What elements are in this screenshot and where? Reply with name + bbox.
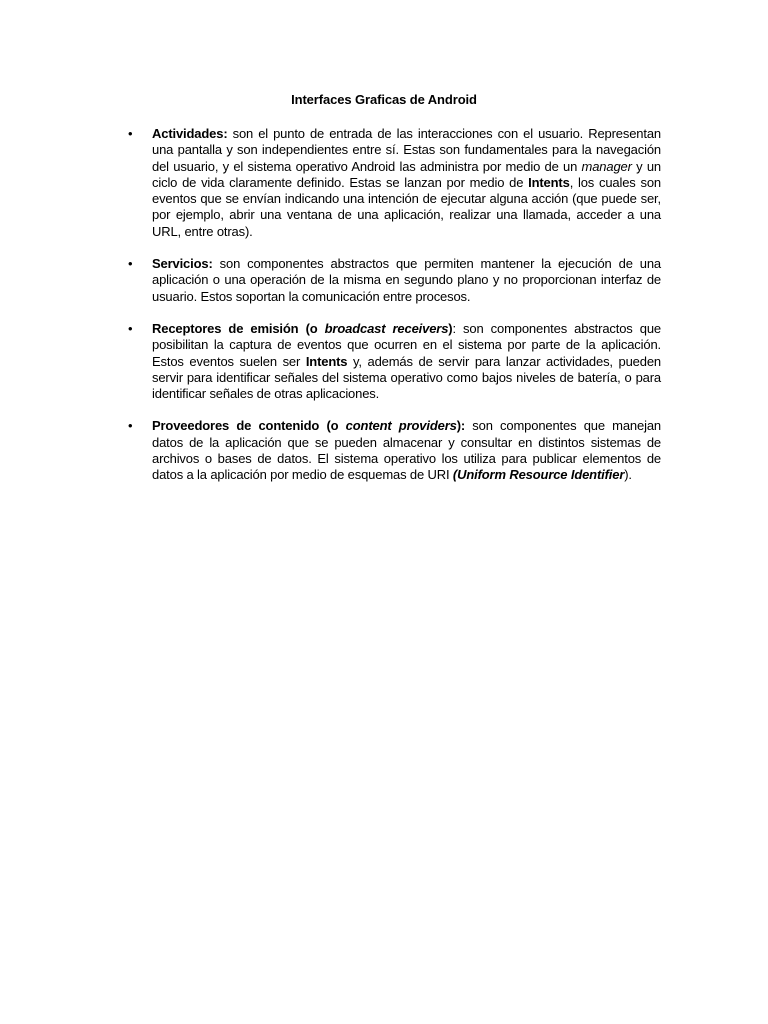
term-emphasis-broadcast: broadcast receivers [324, 320, 449, 336]
text-segment: son componentes abstractos que permiten mantener la ejecución de una aplicación o una operación de la misma en segundo plano y no proporcionan interfaz de usuario. Estos soportan la comunicación entre procesos. [152, 256, 661, 304]
list-item-receptores [128, 320, 662, 402]
term-servicios: Servicios: [152, 256, 213, 272]
document-title: Interfaces Graficas de Android [291, 92, 477, 107]
strong-intents: Intents [528, 174, 570, 190]
term-end: ): [456, 418, 466, 434]
text-segment: ). [624, 467, 632, 483]
text-segment: son componentes que manejan datos de la aplicación que se pueden almacenar y consultar en distintos sistemas de archivos o bases de datos. El sistema operativo los utiliza para publicar elementos de datos a la aplicación por medio de esquemas de URI [152, 418, 661, 483]
text-segment: : son componentes abstractos que posibilitan la captura de eventos que ocurren en el sistema por parte de la aplicación. Estos eventos suelen ser [152, 320, 661, 369]
term-end: ) [448, 320, 453, 336]
list-item-actividades [128, 126, 662, 240]
emphasis-manager: manager [581, 158, 632, 174]
bullet-icon: • [128, 418, 133, 434]
bullet-icon: • [128, 126, 133, 141]
bullet-icon: • [128, 256, 133, 272]
term-proveedores: Proveedores de contenido (o [152, 418, 346, 434]
text-segment: son el punto de entrada de las interacciones con el usuario. Representan una pantalla y son independientes entre sí. Estas son fundamentales para la navegación del usuario, y el sistema operativo Android las administra por medio de un [152, 126, 661, 174]
strong-intents: Intents [305, 353, 348, 369]
text-segment: y un ciclo de vida claramente definido. Estas se lanzan por medio de [152, 158, 662, 190]
term-actividades: Actividades: [152, 126, 228, 141]
term-receptores: Receptores de emisión (o [152, 320, 325, 336]
component-list [128, 126, 662, 500]
text-segment: , los cuales son eventos que se envían indicando una intención de ejecutar alguna acción (que puede ser, por ejemplo, abrir una ventana de una aplicación, realizar una llamada, acceder a una URL, entre otras). [152, 174, 661, 239]
text-segment: y, además de servir para lanzar actividades, pueden servir para identificar señales del sistema operativo como bajos niveles de batería, o para identificar señales de otras aplicaciones. [152, 353, 662, 402]
list-item-servicios [128, 256, 661, 305]
strong-emphasis-uri: (Uniform Resource Identifier [452, 467, 625, 483]
term-emphasis-content-providers: content providers [345, 418, 457, 434]
list-item-proveedores [128, 418, 661, 483]
bullet-icon: • [128, 320, 133, 336]
